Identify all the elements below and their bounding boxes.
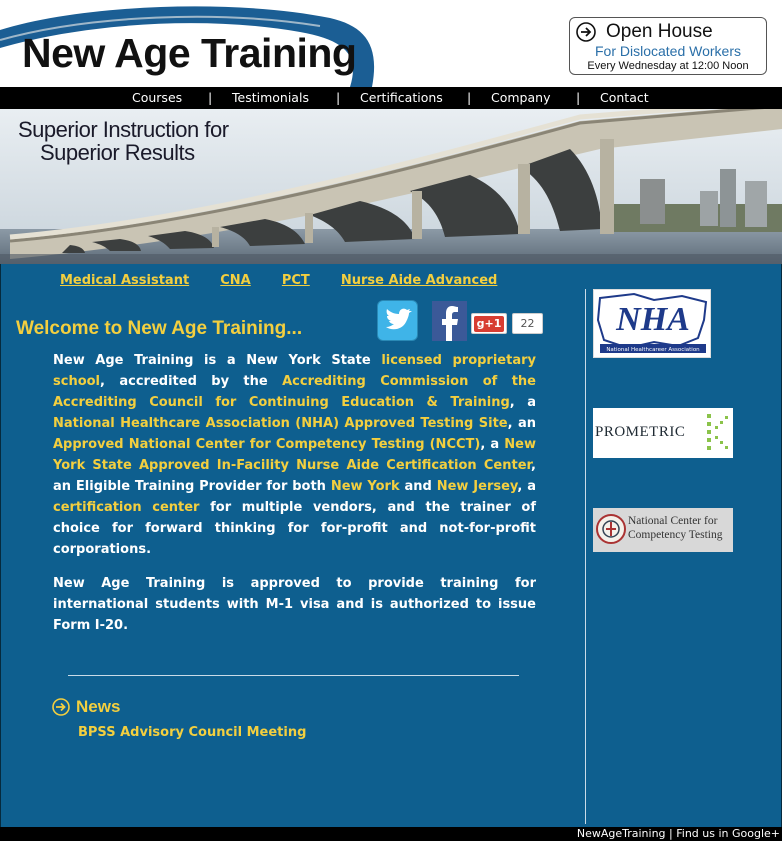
main-content	[0, 264, 782, 827]
nav-testimonials[interactable]: Testimonials	[232, 90, 309, 105]
intro-text	[53, 350, 536, 649]
link-new-jersey[interactable]: New Jersey	[436, 479, 518, 494]
intro-paragraph	[53, 350, 536, 560]
nha-caption: National Healthcareer Association	[606, 347, 700, 353]
intro-text-run: , an	[507, 416, 536, 431]
intro-text-run: , accredited by the	[100, 374, 283, 389]
nav-separator: |	[467, 90, 472, 105]
nha-logo[interactable]	[593, 289, 711, 358]
twitter-icon[interactable]	[377, 300, 418, 341]
course-links	[60, 269, 523, 288]
nha-letters: NHA	[616, 301, 690, 338]
site-logo[interactable]: New Age Training	[22, 30, 357, 76]
link-new-york[interactable]: New York	[330, 479, 400, 494]
prometric-wordmark: PROMETRIC	[595, 424, 686, 440]
intro-paragraph-2: New Age Training is approved to provide training for international students with M-1 visa and is authorized to issue Form I-20.	[53, 576, 536, 633]
tagline-line-1: Superior Instruction for	[18, 117, 229, 142]
link-nha[interactable]: National Healthcare Association (NHA) Approved Testing Site	[53, 416, 508, 431]
google-plus-button[interactable]	[471, 313, 507, 334]
arrow-right-circle-icon	[576, 22, 596, 42]
hero-banner	[0, 109, 782, 264]
link-ncct[interactable]: Approved National Center for Competency Testing (NCCT)	[53, 437, 481, 452]
link-certification-center[interactable]: certification center	[53, 500, 200, 515]
nav-courses[interactable]: Courses	[132, 90, 183, 105]
ncct-wordmark	[628, 514, 722, 542]
nav-separator: |	[208, 90, 213, 105]
intro-text-run: for multiple vendors, and the trainer of choice for forward thinking for for-profit and not-for-profit corporations.	[53, 500, 536, 557]
prometric-logo[interactable]	[593, 408, 733, 458]
news-heading: News	[76, 697, 121, 716]
welcome-heading: Welcome to New Age Training...	[16, 318, 303, 339]
ncct-seal-icon	[596, 513, 626, 545]
google-plus-count: 22	[512, 313, 543, 334]
intro-text-run: New Age Training is a New York State	[53, 353, 382, 368]
nav-separator: |	[336, 90, 341, 105]
nav-company[interactable]: Company	[491, 90, 551, 105]
open-house-banner[interactable]	[569, 17, 767, 75]
course-link-nurse-aide-advanced[interactable]: Nurse Aide Advanced	[340, 273, 498, 288]
main-nav	[0, 87, 782, 109]
ncct-line-2: Competency Testing	[628, 529, 723, 541]
prometric-k-icon	[701, 412, 731, 454]
news-item-link[interactable]: BPSS Advisory Council Meeting	[78, 725, 307, 740]
ncct-logo[interactable]	[593, 508, 733, 552]
footer	[0, 827, 782, 841]
intro-text-run: , a	[509, 395, 536, 410]
banner-tagline	[18, 118, 229, 164]
intro-text-run: , an Eligible Training Provider for both	[53, 458, 536, 494]
link-nys-nurse-aide[interactable]: New York State Approved In-Facility Nurse Aide Certification Center	[53, 437, 537, 473]
link-licensed-school[interactable]: licensed proprietary school	[53, 353, 536, 389]
nav-certifications[interactable]: Certifications	[360, 90, 443, 105]
nav-separator: |	[576, 90, 581, 105]
course-link-pct[interactable]: PCT	[281, 273, 310, 288]
header	[0, 0, 782, 87]
tagline-line-2: Superior Results	[40, 140, 195, 165]
arrow-right-circle-icon	[52, 698, 70, 716]
course-link-cna[interactable]: CNA	[220, 273, 251, 288]
open-house-schedule: Every Wednesday at 12:00 Noon	[587, 60, 749, 72]
intro-text-run: , a	[480, 437, 505, 452]
facebook-icon[interactable]	[432, 301, 467, 341]
open-house-title: Open House	[606, 21, 713, 42]
course-link-medical-assistant[interactable]: Medical Assistant	[60, 273, 190, 288]
divider	[68, 675, 519, 676]
ncct-line-1: National Center for	[628, 515, 718, 527]
google-plus-icon: g+1	[474, 316, 504, 332]
sidebar-divider	[585, 289, 586, 824]
intro-text-run: , a	[517, 479, 536, 494]
link-accet[interactable]: Accrediting Commission of the Accrediting Council for Continuing Education & Training	[53, 374, 536, 410]
open-house-subtitle: For Dislocated Workers	[594, 43, 741, 59]
intro-text-run: and	[399, 479, 437, 494]
nav-contact[interactable]: Contact	[600, 90, 649, 105]
footer-google-plus-link[interactable]: NewAgeTraining | Find us in Google+	[576, 827, 780, 840]
